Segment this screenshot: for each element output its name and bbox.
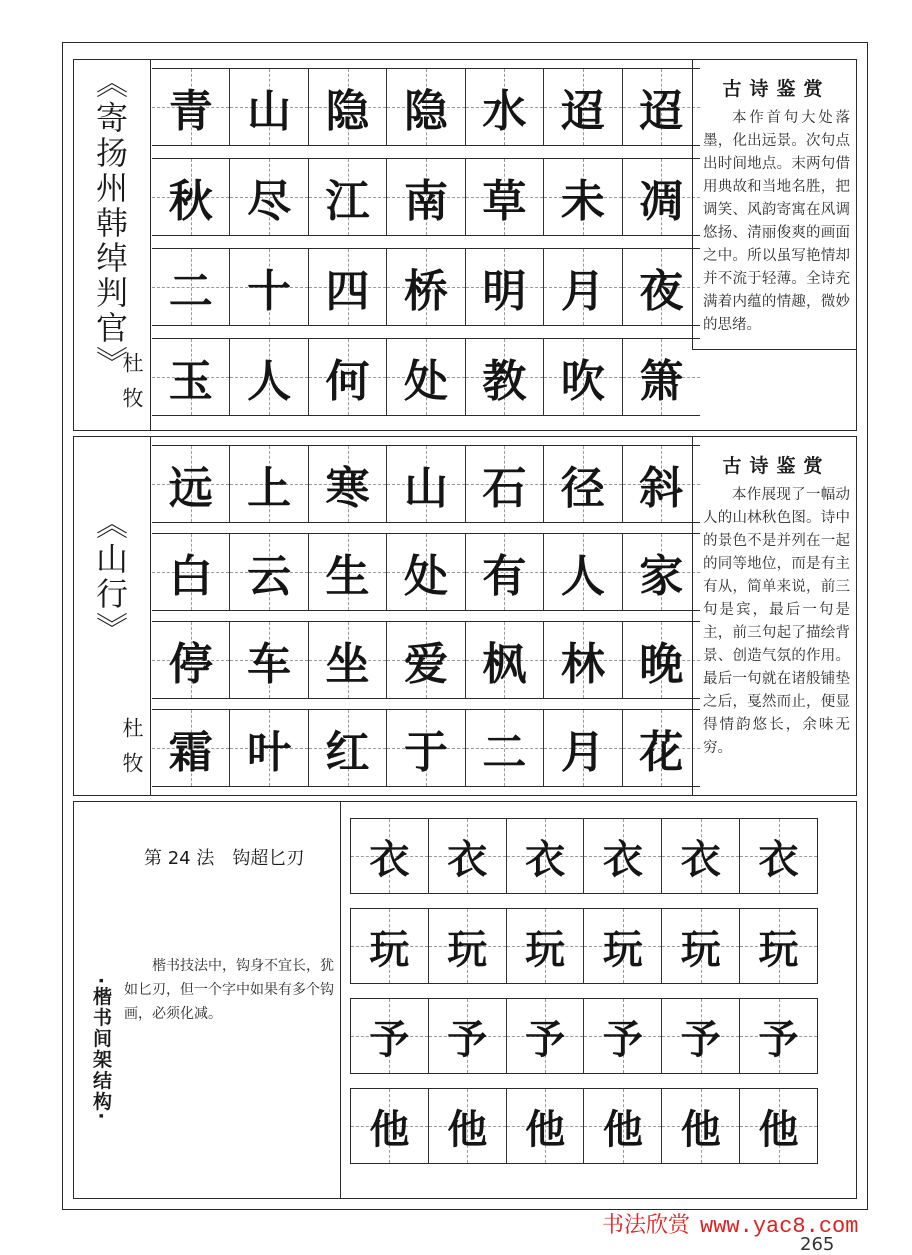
page-frame	[62, 42, 868, 1210]
appreciation-title: 古诗鉴赏	[722, 78, 831, 100]
appreciation-box	[692, 60, 856, 350]
page-number: 265	[800, 1234, 835, 1255]
grid-cell: 玩	[351, 909, 429, 983]
grid-cell: 四	[309, 249, 387, 325]
grid-cell: 寒	[309, 446, 387, 522]
grid-cell: 何	[309, 339, 387, 415]
grid-cell: 远	[152, 446, 230, 522]
grid-cell: 玩	[740, 909, 817, 983]
grid-cell: 斜	[623, 446, 700, 522]
grid-cell: 山	[230, 69, 308, 145]
grid-cell: 玩	[662, 909, 740, 983]
grid-cell: 他	[507, 1089, 585, 1163]
grid-cell: 秋	[152, 159, 230, 235]
grid-cell: 家	[623, 534, 700, 610]
grid-cell: 玩	[584, 909, 662, 983]
grid-cell: 予	[507, 999, 585, 1073]
character-grid	[152, 437, 700, 795]
practice-row	[350, 818, 818, 894]
grid-row	[152, 248, 700, 326]
grid-cell: 径	[544, 446, 622, 522]
grid-cell: 有	[466, 534, 544, 610]
grid-cell: 他	[584, 1089, 662, 1163]
grid-cell: 车	[230, 622, 308, 698]
grid-cell: 他	[429, 1089, 507, 1163]
grid-cell: 教	[466, 339, 544, 415]
grid-row	[152, 158, 700, 236]
grid-cell: 迢	[623, 69, 700, 145]
grid-cell: 上	[230, 446, 308, 522]
watermark-text: 书法欣赏	[602, 1213, 691, 1238]
grid-cell: 山	[387, 446, 465, 522]
grid-cell: 处	[387, 339, 465, 415]
grid-cell: 衣	[351, 819, 429, 893]
grid-cell: 十	[230, 249, 308, 325]
grid-row	[152, 709, 700, 787]
grid-cell: 衣	[507, 819, 585, 893]
grid-cell: 人	[544, 534, 622, 610]
technique-name: 钩超匕刃	[232, 848, 305, 869]
technique-heading	[144, 844, 304, 870]
technique-number: 第 24 法	[144, 848, 215, 869]
grid-cell: 红	[309, 710, 387, 786]
poem-title: 《寄扬州韩绰判官》	[91, 66, 129, 381]
grid-cell: 人	[230, 339, 308, 415]
poem-section-1	[73, 59, 857, 431]
grid-cell: 二	[152, 249, 230, 325]
grid-cell: 晚	[623, 622, 700, 698]
appreciation-box	[692, 437, 856, 795]
character-grid	[152, 60, 700, 430]
grid-cell: 月	[544, 710, 622, 786]
grid-cell: 吹	[544, 339, 622, 415]
grid-cell: 未	[544, 159, 622, 235]
grid-cell: 玩	[429, 909, 507, 983]
grid-cell: 隐	[387, 69, 465, 145]
grid-cell: 枫	[466, 622, 544, 698]
grid-cell: 他	[740, 1089, 817, 1163]
grid-cell: 草	[466, 159, 544, 235]
technique-description: 楷书技法中，钩身不宜长，犹如匕刃，但一个字中如果有多个钩画，必须化减。	[124, 958, 334, 1022]
grid-cell: 停	[152, 622, 230, 698]
grid-cell: 夜	[623, 249, 700, 325]
appreciation-title: 古诗鉴赏	[722, 455, 831, 477]
grid-cell: 生	[309, 534, 387, 610]
grid-cell: 他	[662, 1089, 740, 1163]
grid-cell: 江	[309, 159, 387, 235]
grid-cell: 衣	[740, 819, 817, 893]
appreciation-text: 本作首句大处落墨，化出远景。次句点出时间地点。末两句借用典故和当地名胜，把调笑、风韵寄寓在风调悠扬、清丽俊爽的画面之中。所以虽写艳情却并不流于轻薄。全诗充满着内蕴的情趣，微妙的思绪。	[703, 110, 850, 333]
grid-row	[152, 621, 700, 699]
grid-cell: 尽	[230, 159, 308, 235]
grid-row	[152, 68, 700, 146]
grid-cell: 白	[152, 534, 230, 610]
poem-author: 杜牧	[120, 352, 144, 422]
grid-cell: 桥	[387, 249, 465, 325]
grid-cell: 明	[466, 249, 544, 325]
watermark-url: www.yac8.com	[700, 1214, 859, 1239]
grid-cell: 他	[351, 1089, 429, 1163]
series-label: ·楷书间架结构·	[90, 977, 112, 1122]
grid-row	[152, 445, 700, 523]
grid-cell: 林	[544, 622, 622, 698]
grid-cell: 南	[387, 159, 465, 235]
grid-cell: 予	[351, 999, 429, 1073]
grid-cell: 玉	[152, 339, 230, 415]
poem-title-column	[74, 437, 151, 795]
grid-cell: 霜	[152, 710, 230, 786]
grid-cell: 于	[387, 710, 465, 786]
technique-column	[74, 802, 341, 1198]
grid-cell: 叶	[230, 710, 308, 786]
grid-cell: 坐	[309, 622, 387, 698]
grid-cell: 迢	[544, 69, 622, 145]
grid-cell: 箫	[623, 339, 700, 415]
grid-cell: 予	[740, 999, 817, 1073]
practice-grid	[350, 818, 818, 1178]
poem-section-2	[73, 436, 857, 796]
grid-cell: 隐	[309, 69, 387, 145]
poem-title: 《山行》	[91, 507, 129, 647]
appreciation-text: 本作展现了一幅动人的山林秋色图。诗中的景色不是并列在一起的同等地位，而是有主有从，简单来说，前三句是宾，最后一句是主，前三句起了描绘背景、创造气氛的作用。最后一句就在诸般铺垫之后，戛然而止，便显得情韵悠长，余味无穷。	[703, 487, 850, 756]
grid-row	[152, 338, 700, 416]
grid-cell: 予	[584, 999, 662, 1073]
practice-row	[350, 998, 818, 1074]
practice-row	[350, 1088, 818, 1164]
grid-cell: 玩	[507, 909, 585, 983]
grid-cell: 衣	[662, 819, 740, 893]
grid-cell: 二	[466, 710, 544, 786]
grid-cell: 予	[429, 999, 507, 1073]
grid-cell: 青	[152, 69, 230, 145]
grid-cell: 处	[387, 534, 465, 610]
grid-cell: 爱	[387, 622, 465, 698]
poem-author: 杜牧	[120, 717, 144, 787]
grid-cell: 月	[544, 249, 622, 325]
grid-cell: 花	[623, 710, 700, 786]
grid-cell: 衣	[584, 819, 662, 893]
practice-row	[350, 908, 818, 984]
grid-cell: 衣	[429, 819, 507, 893]
grid-cell: 水	[466, 69, 544, 145]
grid-cell: 石	[466, 446, 544, 522]
grid-cell: 云	[230, 534, 308, 610]
grid-cell: 予	[662, 999, 740, 1073]
grid-row	[152, 533, 700, 611]
grid-cell: 凋	[623, 159, 700, 235]
poem-title-column	[74, 60, 151, 430]
technique-section	[73, 801, 857, 1199]
